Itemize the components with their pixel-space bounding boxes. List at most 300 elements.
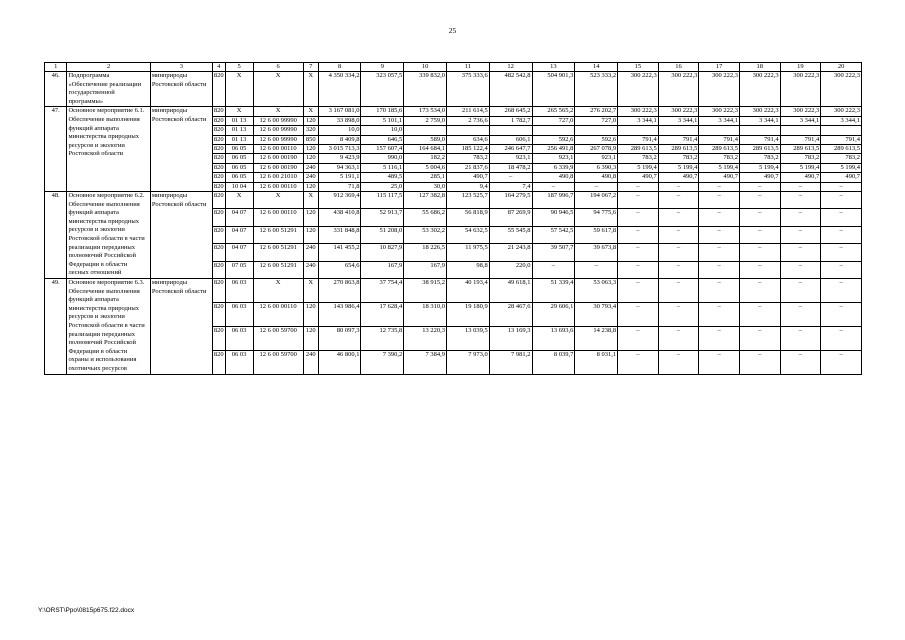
code-cell: 820 [213, 107, 224, 115]
amount-cell: 7,4 [489, 182, 532, 191]
budget-table [44, 62, 862, 375]
code-cell: 12 6 00 00110 [253, 302, 303, 326]
amount-cell [447, 126, 490, 135]
amount-cell: 18 478,2 [489, 163, 532, 172]
amount-cell: 164 684,1 [404, 145, 447, 154]
code-cell: 04 07 [225, 209, 253, 226]
code-cell: 320 [303, 126, 318, 135]
amount-cell: 791,4 [821, 135, 862, 144]
amount-cell: – [658, 326, 699, 350]
amount-cell: 25,0 [361, 182, 404, 191]
table-body [45, 72, 862, 375]
header-cell: 6 [253, 63, 303, 72]
header-cell: 4 [212, 63, 225, 72]
amount-cell: 300 222,3 [780, 72, 821, 107]
row-number: 46. [45, 72, 67, 107]
amount-cell: 791,4 [618, 135, 659, 144]
code-cell: 06 03 [225, 326, 253, 350]
amount-cell: 55 686,2 [404, 209, 447, 226]
code-cell: 240 [303, 350, 318, 374]
amount-cell: – [699, 261, 740, 278]
amount-cell: 9,4 [447, 182, 490, 191]
code-cell: 120 [303, 182, 318, 191]
code-cell: 820 [213, 163, 224, 171]
amount-cell: 783,2 [699, 154, 740, 163]
program-name: Основное мероприятие 6.3. Обеспечение выполнения функций аппарата министерства природных ресурсов и экологии Ростовской области в части реализации переданных полномочий Российской Федерации в области охраны и использования охотничьих ресурсов [67, 278, 150, 374]
amount-cell: – [821, 278, 862, 302]
header-cell: 3 [150, 63, 212, 72]
amount-cell: 1 782,7 [489, 116, 532, 125]
code-cell: 12 6 00 99990 [253, 126, 303, 135]
amount-cell: 3 167 081,0 [318, 107, 361, 116]
code-cell: 120 [303, 302, 318, 326]
amount-cell: 654,6 [318, 261, 361, 278]
amount-cell: 53 302,2 [404, 226, 447, 243]
amount-cell: 2 736,6 [447, 116, 490, 125]
amount-cell: – [780, 326, 821, 350]
amount-cell: 30 793,4 [575, 302, 618, 326]
amount-cell: 5 199,4 [821, 163, 862, 172]
amount-cell: 3 344,1 [739, 116, 780, 125]
amount-cell: – [658, 244, 699, 261]
amount-cell: 14 238,8 [575, 326, 618, 350]
amount-cell: 18 310,0 [404, 302, 447, 326]
amount-cell: 727,0 [532, 116, 575, 125]
code-cell: 820 [212, 192, 225, 209]
amount-cell: 300 222,3 [618, 72, 659, 107]
amount-cell: 504 901,3 [532, 72, 575, 107]
amount-cell: 127 382,8 [404, 192, 447, 209]
amount-cell: – [618, 226, 659, 243]
amount-cell: 7 973,0 [447, 350, 490, 374]
amount-cell: 94 363,1 [318, 163, 361, 172]
amount-cell: 13 039,5 [447, 326, 490, 350]
table-row [45, 72, 862, 107]
amount-cell: – [780, 226, 821, 243]
amount-cell: – [489, 173, 532, 182]
amount-cell: 115 117,5 [361, 192, 404, 209]
amount-cell: 5 199,4 [699, 163, 740, 172]
code-cell: 06 03 [225, 278, 253, 302]
program-name: Основное мероприятие 6.1. Обеспечение выполнения функций аппарата министерства природных ресурсов и экологии Ростовской области [67, 107, 150, 192]
amount-cell: – [699, 244, 740, 261]
amount-cell [739, 126, 780, 135]
code-cell: X [253, 107, 303, 116]
amount-cell: 7 384,9 [404, 350, 447, 374]
code-cell: 12 6 00 99990 [253, 116, 303, 125]
amount-cell: 490,7 [618, 173, 659, 182]
amount-cell: 912 369,4 [318, 192, 361, 209]
amount-cell: 10 827,9 [361, 244, 404, 261]
amount-cell: 375 333,6 [447, 72, 490, 107]
amount-cell: 8 031,1 [575, 350, 618, 374]
code-cell: 120 [303, 154, 318, 163]
code-cell: X [225, 107, 253, 116]
amount-cell: 490,8 [532, 173, 575, 182]
amount-cell: – [532, 261, 575, 278]
code-cell: X [303, 107, 318, 116]
amount-cell: 28 467,6 [489, 302, 532, 326]
amount-cell: 57 542,5 [532, 226, 575, 243]
amount-cell: 220,0 [489, 261, 532, 278]
table-row [45, 192, 862, 209]
amount-cell: – [739, 192, 780, 209]
amount-cell: 300 222,3 [739, 107, 780, 116]
amount-cell: 5 101,1 [361, 116, 404, 125]
amount-cell: 9 423,9 [318, 154, 361, 163]
amount-cell: 791,4 [739, 135, 780, 144]
amount-cell: 289 613,5 [658, 145, 699, 154]
code-cell: 820 [213, 154, 224, 162]
amount-cell: 185 122,4 [447, 145, 490, 154]
amount-cell: – [618, 209, 659, 226]
amount-cell: 300 222,3 [780, 107, 821, 116]
amount-cell: 256 491,8 [532, 145, 575, 154]
amount-cell: – [780, 182, 821, 191]
code-cell: 240 [303, 244, 318, 261]
header-cell: 5 [225, 63, 253, 72]
amount-cell: 791,4 [780, 135, 821, 144]
amount-cell: 71,8 [318, 182, 361, 191]
amount-cell: 30,0 [404, 182, 447, 191]
amount-cell: – [739, 209, 780, 226]
amount-cell: 490,7 [699, 173, 740, 182]
code-cell: 820 [212, 209, 225, 226]
code-cell: 12 6 00 00190 [253, 163, 303, 172]
amount-cell: 791,4 [658, 135, 699, 144]
code-cell: 01 13 [225, 116, 253, 125]
amount-cell: – [658, 209, 699, 226]
amount-cell: 18 226,5 [404, 244, 447, 261]
amount-cell [618, 126, 659, 135]
row-number: 49. [45, 278, 67, 374]
executor: минприроды Ростовской области [150, 278, 212, 374]
code-cell: 120 [303, 226, 318, 243]
amount-cell: 6 339,9 [532, 163, 575, 172]
code-cell: 01 13 [225, 135, 253, 144]
code-cell: 820 [213, 182, 224, 190]
code-cell: X [303, 278, 318, 302]
amount-cell: 300 222,3 [618, 107, 659, 116]
amount-cell: 323 057,5 [361, 72, 404, 107]
amount-cell: 46 800,1 [318, 350, 361, 374]
amount-cell: – [575, 182, 618, 191]
amount-cell: 53 063,3 [575, 278, 618, 302]
page-number: 25 [448, 26, 457, 35]
amount-cell: – [699, 192, 740, 209]
amount-cell [658, 126, 699, 135]
table-row [45, 107, 862, 116]
amount-cell: 5 004,6 [404, 163, 447, 172]
code-cell: 06 03 [225, 302, 253, 326]
code-cell: X [253, 192, 303, 209]
code-cell: 120 [303, 209, 318, 226]
code-cell: X [253, 72, 303, 107]
amount-cell: 289 613,5 [739, 145, 780, 154]
amount-cell: – [658, 226, 699, 243]
amount-cell: 51 208,0 [361, 226, 404, 243]
amount-cell: 87 269,9 [489, 209, 532, 226]
amount-cell: 187 996,7 [532, 192, 575, 209]
amount-cell: – [821, 326, 862, 350]
amount-cell: 170 185,6 [361, 107, 404, 116]
amount-cell: 490,7 [447, 173, 490, 182]
amount-cell: – [780, 261, 821, 278]
amount-cell: 123 525,7 [447, 192, 490, 209]
amount-cell: 490,7 [780, 173, 821, 182]
amount-cell: – [618, 182, 659, 191]
header-cell: 9 [361, 63, 404, 72]
amount-cell: 211 614,5 [447, 107, 490, 116]
amount-cell: 482 542,8 [489, 72, 532, 107]
code-cell: 12 6 00 00110 [253, 145, 303, 154]
code-cell: X [253, 278, 303, 302]
amount-cell: – [821, 302, 862, 326]
amount-cell: 783,2 [821, 154, 862, 163]
header-cell: 20 [821, 63, 862, 72]
amount-cell: – [739, 226, 780, 243]
amount-cell: – [821, 261, 862, 278]
amount-cell [821, 126, 862, 135]
code-cell: 12 6 00 51291 [253, 244, 303, 261]
amount-cell: 300 222,3 [821, 107, 862, 116]
amount-cell: 11 975,5 [447, 244, 490, 261]
code-cell: 820 [212, 72, 225, 107]
program-name: Подпрограмма «Обеспечение реализации государственной программы» [67, 72, 150, 107]
amount-cell [780, 126, 821, 135]
amount-cell: – [699, 326, 740, 350]
amount-cell: 634,6 [447, 135, 490, 144]
code-cell: 120 [303, 145, 318, 154]
amount-cell: 489,5 [361, 173, 404, 182]
amount-cell: 194 067,2 [575, 192, 618, 209]
header-cell: 12 [489, 63, 532, 72]
code-cell: 12 6 00 00190 [253, 154, 303, 163]
code-cell: 12 6 00 59700 [253, 350, 303, 374]
amount-cell: 141 455,2 [318, 244, 361, 261]
executor: минприроды Ростовской области [150, 192, 212, 279]
executor: минприроды Ростовской области [150, 72, 212, 107]
amount-cell: – [699, 350, 740, 374]
header-cell: 10 [404, 63, 447, 72]
amount-cell: 7 981,2 [489, 350, 532, 374]
code-cell: 820 [212, 278, 225, 302]
amount-cell: 783,2 [618, 154, 659, 163]
code-cell: 06 03 [225, 350, 253, 374]
amount-cell: 17 628,4 [361, 302, 404, 326]
amount-cell: 39 673,8 [575, 244, 618, 261]
program-name: Основное мероприятие 6.2. Обеспечение выполнения функций аппарата министерства природных ресурсов и экологии Ростовской области в части реализации переданных полномочий Российской Федерации в области лесных отношений [67, 192, 150, 279]
amount-cell: 54 632,5 [447, 226, 490, 243]
header-row [45, 63, 862, 72]
amount-cell: – [658, 350, 699, 374]
amount-cell: 990,0 [361, 154, 404, 163]
budget-table-container [44, 62, 862, 375]
row-number: 48. [45, 192, 67, 279]
amount-cell: 4 350 334,2 [318, 72, 361, 107]
amount-cell: 3 344,1 [658, 116, 699, 125]
amount-cell: 167,9 [404, 261, 447, 278]
code-cell: 12 6 00 00110 [253, 182, 303, 191]
amount-cell: – [780, 209, 821, 226]
amount-cell: 2 759,0 [404, 116, 447, 125]
amount-cell: 8 409,8 [318, 135, 361, 144]
code-cell: 10 04 [225, 182, 253, 191]
amount-cell [489, 126, 532, 135]
code-cell: 820 [212, 302, 225, 326]
code-cell: 850 [303, 135, 318, 144]
header-cell: 8 [318, 63, 361, 72]
header-cell: 14 [575, 63, 618, 72]
amount-cell: 13 220,3 [404, 326, 447, 350]
amount-cell: 300 222,3 [658, 107, 699, 116]
amount-cell: 727,0 [575, 116, 618, 125]
amount-cell: 5 199,4 [780, 163, 821, 172]
amount-cell: 289 613,5 [821, 145, 862, 154]
amount-cell: 38 915,2 [404, 278, 447, 302]
executor: минприроды Ростовской области [150, 107, 212, 192]
amount-cell: 331 848,8 [318, 226, 361, 243]
amount-cell: 13 169,3 [489, 326, 532, 350]
amount-cell: – [780, 350, 821, 374]
code-cell: 01 13 [225, 126, 253, 135]
amount-cell: – [821, 209, 862, 226]
amount-cell: 49 618,1 [489, 278, 532, 302]
amount-cell: 52 913,7 [361, 209, 404, 226]
amount-cell: 5 199,4 [658, 163, 699, 172]
code-cell: 820 [212, 350, 225, 374]
amount-cell: 285,1 [404, 173, 447, 182]
amount-cell: 589,0 [404, 135, 447, 144]
amount-cell: 55 545,8 [489, 226, 532, 243]
code-cell: 240 [303, 173, 318, 182]
table-row [45, 278, 862, 302]
amount-cell: 5 191,1 [318, 173, 361, 182]
amount-cell: – [618, 278, 659, 302]
amount-cell: 490,8 [575, 173, 618, 182]
amount-cell: – [821, 182, 862, 191]
amount-cell: 300 222,3 [699, 72, 740, 107]
amount-cell [404, 126, 447, 135]
amount-cell: 592,6 [532, 135, 575, 144]
code-cell: 06 05 [225, 154, 253, 163]
amount-cell: 791,4 [699, 135, 740, 144]
header-cell: 7 [303, 63, 318, 72]
amount-cell: – [739, 302, 780, 326]
amount-cell: – [618, 244, 659, 261]
amount-cell: – [739, 182, 780, 191]
code-cell: 820 [213, 145, 224, 152]
code-cell: 240 [303, 163, 318, 172]
amount-cell: 59 617,8 [575, 226, 618, 243]
amount-cell: – [780, 192, 821, 209]
amount-cell: – [699, 182, 740, 191]
amount-cell: 438 410,8 [318, 209, 361, 226]
amount-cell: 300 222,3 [658, 72, 699, 107]
amount-cell: 167,9 [361, 261, 404, 278]
amount-cell: – [658, 182, 699, 191]
amount-cell: 80 097,3 [318, 326, 361, 350]
header-cell: 2 [67, 63, 150, 72]
amount-cell: 10,0 [361, 126, 404, 135]
amount-cell: – [780, 278, 821, 302]
amount-cell: 5 199,4 [739, 163, 780, 172]
code-cell: 06 05 [225, 145, 253, 154]
amount-cell: – [739, 278, 780, 302]
amount-cell: – [739, 350, 780, 374]
amount-cell: 21 837,6 [447, 163, 490, 172]
header-cell: 19 [780, 63, 821, 72]
code-cell: 820 [213, 173, 224, 181]
amount-cell: 182,2 [404, 154, 447, 163]
code-cell: 820 [213, 116, 224, 124]
amount-cell: – [739, 244, 780, 261]
amount-cell: 783,2 [739, 154, 780, 163]
amount-cell: 246 647,7 [489, 145, 532, 154]
amount-cell: 490,7 [658, 173, 699, 182]
amount-cell: 267 078,9 [575, 145, 618, 154]
amount-cell: 646,5 [361, 135, 404, 144]
amount-cell: 3 344,1 [618, 116, 659, 125]
code-cell: 06 05 [225, 173, 253, 182]
amount-cell: 783,2 [780, 154, 821, 163]
header-cell: 17 [699, 63, 740, 72]
header-cell: 11 [447, 63, 490, 72]
code-cell: 04 07 [225, 226, 253, 243]
code-cell: X [303, 72, 318, 107]
amount-cell: 33 898,0 [318, 116, 361, 125]
amount-cell: – [699, 302, 740, 326]
amount-cell: 300 222,3 [739, 72, 780, 107]
amount-cell: – [658, 261, 699, 278]
amount-cell: 164 279,5 [489, 192, 532, 209]
amount-cell: 300 222,3 [699, 107, 740, 116]
amount-cell: 490,7 [821, 173, 862, 182]
amount-cell: 29 606,1 [532, 302, 575, 326]
amount-cell: – [821, 350, 862, 374]
amount-cell: 606,1 [489, 135, 532, 144]
amount-cell: – [821, 192, 862, 209]
code-cell: 06 05 [225, 163, 253, 172]
amount-cell: 268 645,2 [489, 107, 532, 116]
amount-cell: 289 613,5 [618, 145, 659, 154]
amount-cell: – [618, 350, 659, 374]
footer-file-path: Y:\ORST\Ppo\0815p675.f22.docx [38, 607, 135, 614]
amount-cell: 289 613,5 [780, 145, 821, 154]
amount-cell: 13 693,6 [532, 326, 575, 350]
amount-cell: 276 202,7 [575, 107, 618, 116]
amount-cell: 3 344,1 [780, 116, 821, 125]
amount-cell [699, 126, 740, 135]
amount-cell: 923,1 [489, 154, 532, 163]
amount-cell: – [821, 244, 862, 261]
code-cell: 12 6 00 21010 [253, 173, 303, 182]
amount-cell: 3 344,1 [699, 116, 740, 125]
amount-cell: – [739, 326, 780, 350]
amount-cell: – [699, 278, 740, 302]
header-cell: 13 [532, 63, 575, 72]
amount-cell: 289 613,5 [699, 145, 740, 154]
code-cell: 820 [212, 244, 225, 261]
code-cell: 12 6 00 00110 [253, 209, 303, 226]
code-cell: 12 6 00 51291 [253, 226, 303, 243]
code-cell: 120 [303, 116, 318, 125]
amount-cell: 339 832,0 [404, 72, 447, 107]
amount-cell: 90 946,5 [532, 209, 575, 226]
amount-cell: 10,0 [318, 126, 361, 135]
code-cell: X [225, 192, 253, 209]
code-cell: 820 [212, 326, 225, 350]
